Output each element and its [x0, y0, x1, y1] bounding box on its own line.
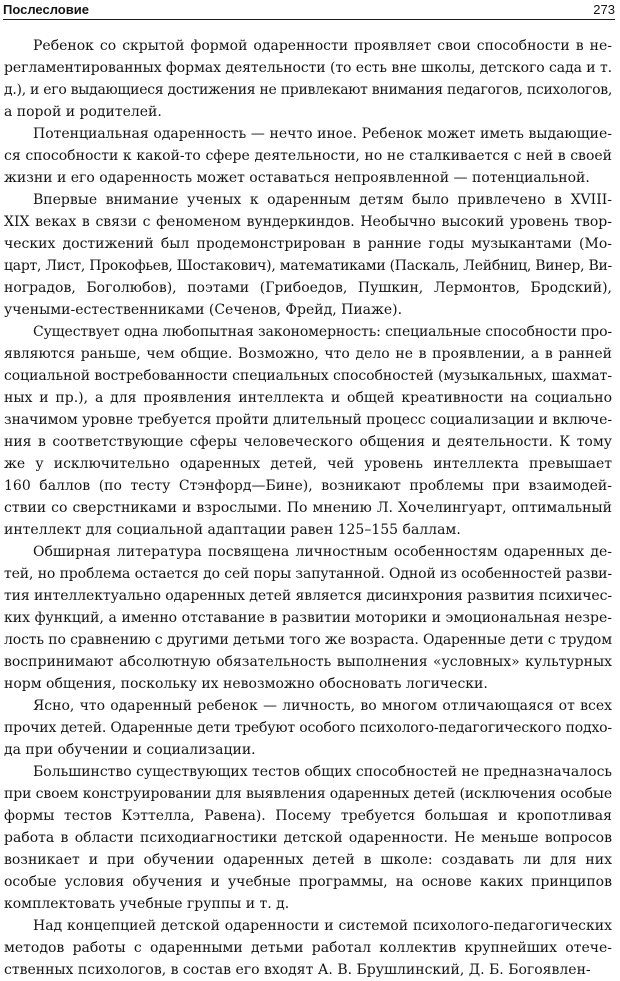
text-line: 160 баллов (по тесту Стэнфорд—Бине), возникают проблемы при взаимодей- [4, 478, 612, 494]
text-line: тия интеллектуально одаренных детей является дисинхрония развития психичес- [4, 588, 612, 604]
text-line: д.), и его выдающиеся достижения не привлекают внимания педагогов, психологов, [4, 82, 612, 98]
text-line: лость по сравнению с другими детьми того же возраста. Одаренные дети с трудом [4, 632, 612, 648]
text-line: ных и пр.), а для проявления интеллекта и общей креативности на социально [4, 390, 612, 406]
text-line: методов работы с одаренными детьми работал коллектив крупнейших отече- [4, 940, 612, 956]
text-line: тей, но проблема остается до сей поры запутанной. Одной из особенностей разви- [4, 566, 612, 582]
text-line: Большинство существующих тестов общих способностей не предназначалось [33, 764, 613, 780]
text-line: формы тестов Кэттелла, Равена). Посему требуется большая и кропотливая [4, 808, 612, 824]
text-line: а порой и родителей. [4, 104, 162, 120]
text-line: Обширная литература посвящена личностным особенностям одаренных де- [33, 544, 612, 560]
paragraph [0, 915, 620, 981]
text-line: Ребенок со скрытой формой одаренности проявляет свои способности в не- [33, 38, 612, 54]
text-line: Над концепцией детской одаренности и системой психолого-педагогических [33, 918, 612, 934]
text-line: ся способности к какой-то сфере деятельности, но не сталкивается с ней в своей [4, 148, 612, 164]
section-title: Послесловие [3, 2, 89, 17]
page-number: 273 [593, 2, 615, 17]
text-line: воспринимают абсолютную обязательность выполнения «условных» культурных [4, 654, 612, 670]
text-line: значимом уровне требуется пройти длительный процесс социализации и включе- [4, 412, 613, 428]
text-line: XIX веках в связи с феноменом вундеркиндов. Необычно высокий уровень твор- [4, 214, 612, 230]
text-line: Потенциальная одаренность — нечто иное. Ребенок может иметь выдающие- [33, 126, 612, 142]
paragraph [0, 321, 620, 541]
paragraph [0, 695, 620, 761]
text-line: регламентированных формах деятельности (то есть вне школы, детского сада и т. [4, 60, 613, 76]
text-line: ческих достижений был продемонстрирован в ранние годы музыкантами (Мо- [4, 236, 613, 252]
text-line: ноградов, Боголюбов), поэтами (Грибоедов, Пушкин, Лермонтов, Бродский), [4, 280, 612, 296]
text-line: работа в области психодиагностики детской одаренности. Не меньше вопросов [4, 830, 612, 846]
text-line: ния в соответствующие сферы человеческого общения и деятельности. К тому [4, 434, 612, 450]
text-line: при своем конструировании для выявления одаренных детей (исключения особые [4, 786, 612, 802]
text-line: ственных психологов, в состав его входят А. В. Брушлинский, Д. Б. Богоявлен- [4, 962, 591, 978]
text-line: особые условия обучения и учебные программы, на основе каких принципов [4, 874, 612, 890]
text-line: же у исключительно одаренных детей, чей уровень интеллекта превышает [4, 456, 612, 472]
text-line: прочих детей. Одаренные дети требуют особого психолого-педагогического подхо- [4, 720, 612, 736]
text-line: интеллект для социальной адаптации равен 125–155 баллам. [4, 522, 461, 538]
text-line: Существует одна любопытная закономерность: специальные способности про- [33, 324, 613, 340]
paragraph [0, 189, 620, 321]
text-line: ких функций, а именно отставание в развитии моторики и эмоциональная незре- [4, 610, 613, 626]
text-line: Ясно, что одаренный ребенок — личность, во многом отличающаяся от всех [33, 698, 612, 714]
paragraph [0, 35, 620, 123]
text-line: Впервые внимание ученых к одаренным детям было привлечено в XVIII- [33, 192, 612, 208]
text-line: социальной востребованности специальных способностей (музыкальных, шахмат- [4, 368, 612, 384]
running-head [3, 2, 615, 20]
text-line: да при обучении и социализации. [4, 742, 256, 758]
text-line: возникает и при обучении одаренных детей в школе: создавать ли для них [4, 852, 612, 868]
body-text [0, 35, 620, 981]
text-line: учеными-естественниками (Сеченов, Фрейд, Пиаже). [4, 302, 403, 318]
text-line: норм общения, поскольку их невозможно обосновать логически. [4, 676, 488, 692]
paragraph [0, 123, 620, 189]
text-line: жизни и его одаренность может оставаться непроявленной — потенциальной. [4, 170, 590, 186]
paragraph [0, 541, 620, 695]
paragraph [0, 761, 620, 915]
text-line: комплектовать учебные группы и т. д. [4, 896, 290, 912]
text-line: ствии со сверстниками и взрослыми. По мнению Л. Хочелингуарт, оптимальный [4, 500, 612, 516]
text-line: царт, Лист, Прокофьев, Шостакович), математиками (Паскаль, Лейбниц, Винер, Ви- [4, 258, 613, 274]
text-line: являются раньше, чем общие. Возможно, что дело не в проявлении, а в ранней [4, 346, 612, 362]
